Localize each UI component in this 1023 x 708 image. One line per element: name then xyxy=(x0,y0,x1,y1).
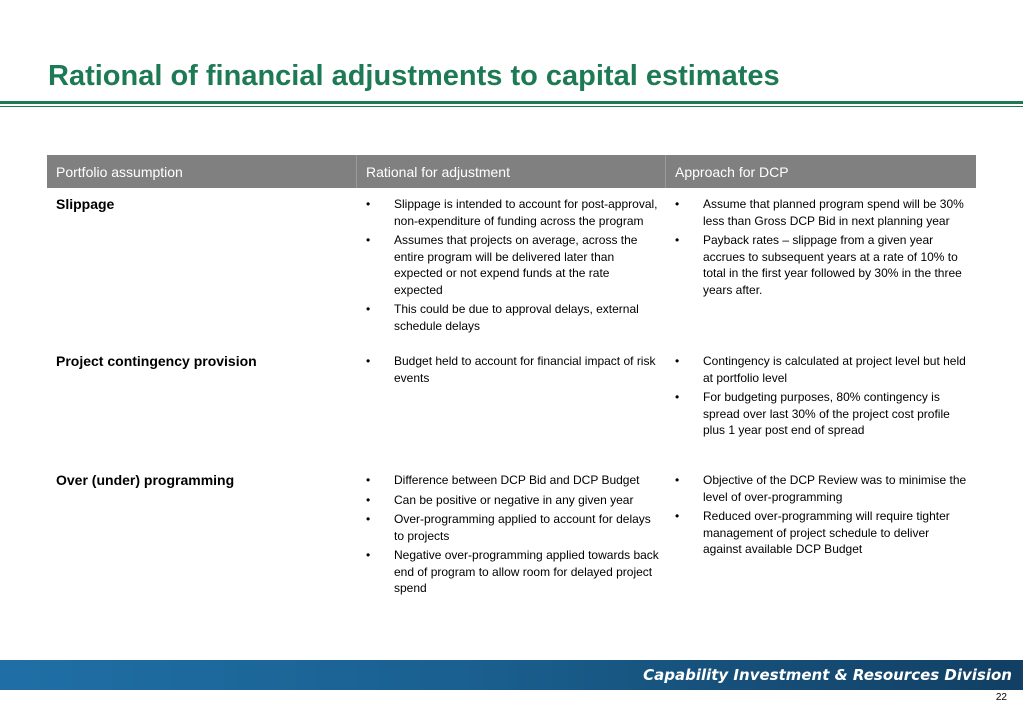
header-rationale: Rational for adjustment xyxy=(356,155,665,188)
table-row-over-programming xyxy=(47,472,976,600)
rationale-cell xyxy=(356,472,665,600)
bullet-item: • For budgeting purposes, 80% contingency is spread over last 30% of the project cost profile plus 1 year post end of spread xyxy=(675,389,970,439)
bullet-item: • Contingency is calculated at project level but held at portfolio level xyxy=(675,353,970,386)
bullet-item: • Can be positive or negative in any given year xyxy=(366,492,659,509)
table-row-slippage xyxy=(47,196,976,337)
bullet-item: • Payback rates – slippage from a given year accrues to subsequent years at a rate of 10% to total in the first year followed by 30% in the three years after. xyxy=(675,232,970,298)
row-label: Over (under) programming xyxy=(56,472,235,488)
page-number: 22 xyxy=(995,692,1007,703)
bullet-item: • Reduced over-programming will require tighter management of project schedule to deliver against available DCP Budget xyxy=(675,508,970,558)
bullet-item: • This could be due to approval delays, external schedule delays xyxy=(366,301,659,334)
approach-cell xyxy=(665,196,976,337)
bullet-item: • Over-programming applied to account for delays to projects xyxy=(366,511,659,544)
title-rule-thin xyxy=(0,106,1023,107)
header-approach: Approach for DCP xyxy=(665,155,976,188)
bullet-item: • Difference between DCP Bid and DCP Budget xyxy=(366,472,659,489)
bullet-item: • Slippage is intended to account for post-approval, non-expenditure of funding across the program xyxy=(366,196,659,229)
title-rule-thick xyxy=(0,101,1023,104)
approach-cell xyxy=(665,353,976,442)
bullet-item: • Objective of the DCP Review was to minimise the level of over-programming xyxy=(675,472,970,505)
header-portfolio-assumption: Portfolio assumption xyxy=(56,163,183,180)
approach-cell xyxy=(665,472,976,600)
footer-banner xyxy=(0,660,1023,690)
bullet-item: • Assume that planned program spend will be 30% less than Gross DCP Bid in next planning year xyxy=(675,196,970,229)
row-label: Project contingency provision xyxy=(56,353,257,369)
slide-title: Rational of financial adjustments to capital estimates xyxy=(48,60,780,92)
assumptions-table xyxy=(47,155,976,595)
bullet-item: • Negative over-programming applied towards back end of program to allow room for delayed project spend xyxy=(366,547,659,597)
table-header xyxy=(47,155,976,188)
bullet-item: • Budget held to account for financial impact of risk events xyxy=(366,353,659,386)
row-label: Slippage xyxy=(56,196,115,212)
rationale-cell xyxy=(356,353,665,442)
bullet-item: • Assumes that projects on average, across the entire program will be delivered later than expected or not expend funds at the rate expected xyxy=(366,232,659,298)
table-row-contingency xyxy=(47,353,976,442)
rationale-cell xyxy=(356,196,665,337)
footer-division-name: Capability Investment & Resources Division xyxy=(643,666,1012,684)
